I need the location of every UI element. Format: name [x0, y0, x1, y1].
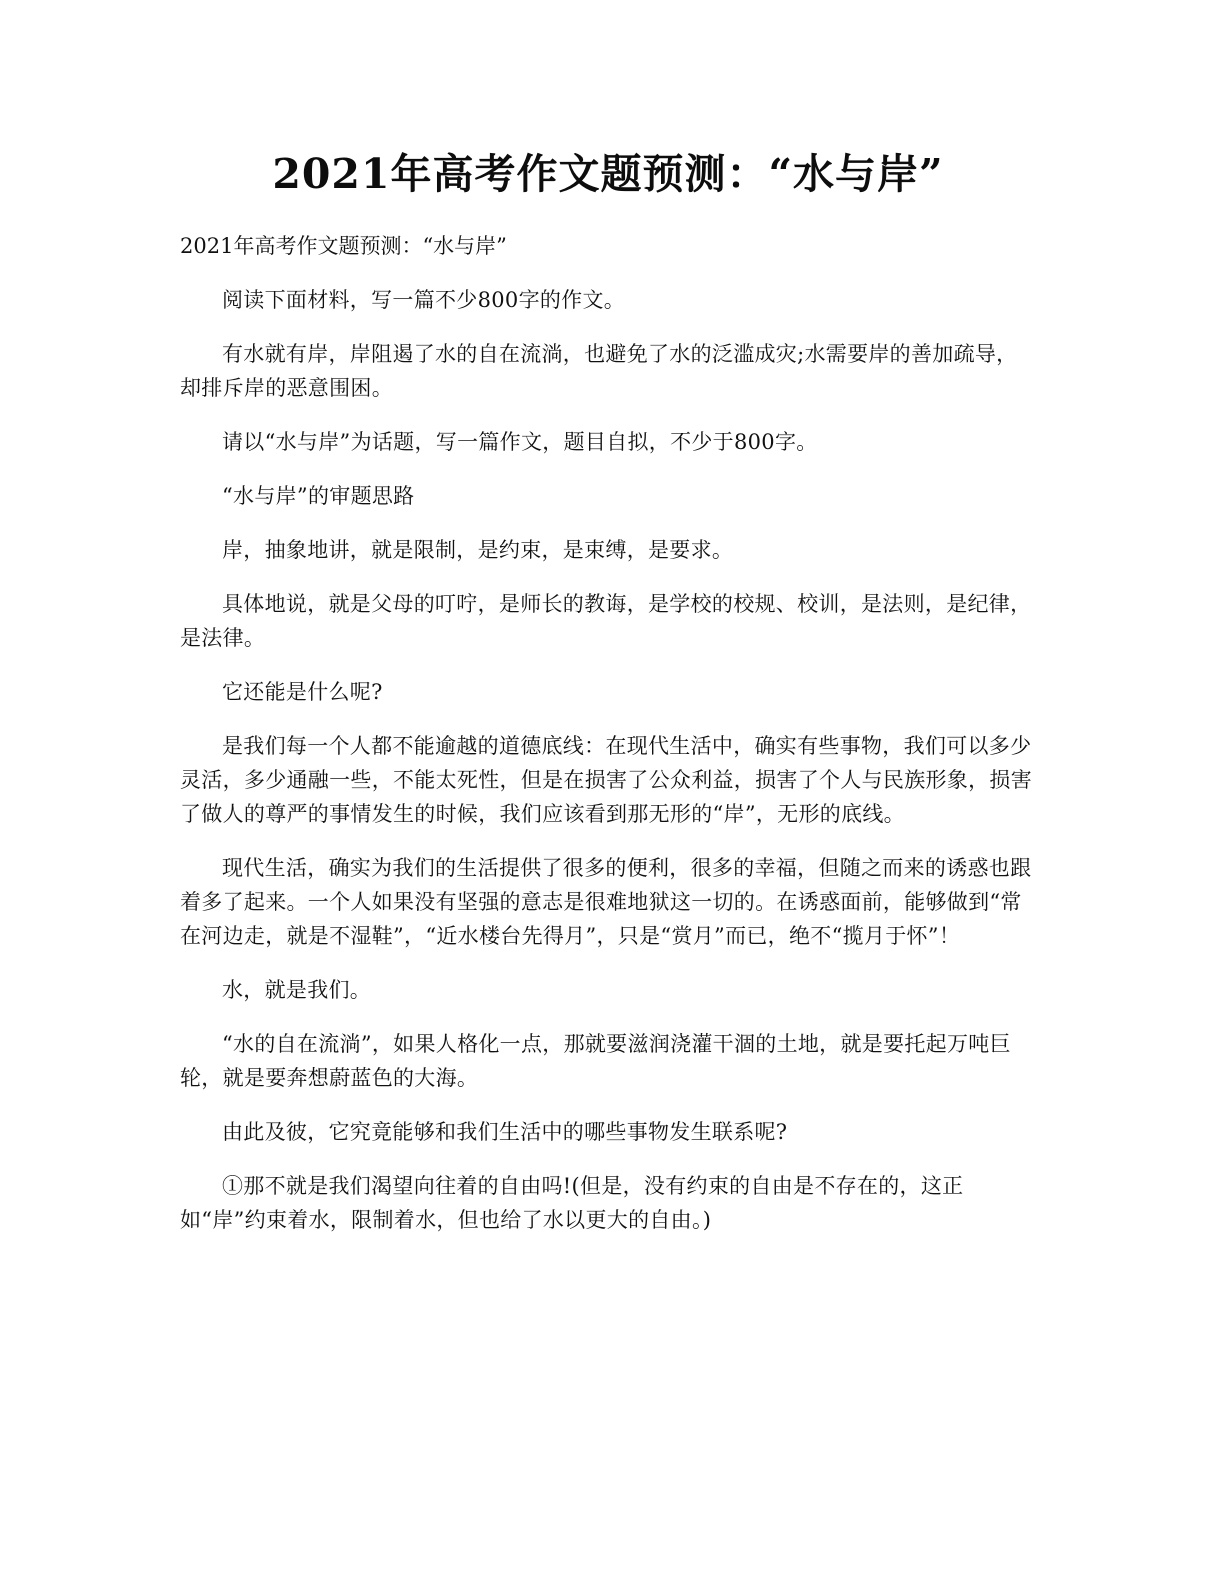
paragraph-3: 请以“水与岸”为话题，写一篇作文，题目自拟，不少于800字。: [222, 430, 818, 454]
paragraph-13: ①那不就是我们渴望向往着的自由吗!(但是，没有约束的自由是不存在的，这正如“岸”约束着水，限制着水，但也给了水以更大的自由。): [180, 1174, 964, 1232]
paragraph-9: 现代生活，确实为我们的生活提供了很多的便利，很多的幸福，但随之而来的诱惑也跟着多了起来。一个人如果没有坚强的意志是很难地狱这一切的。在诱惑面前，能够做到“常在河边走，就是不湿鞋”，“近水楼台先得月”，只是“赏月”而已，绝不“揽月于怀”！: [180, 856, 1032, 948]
paragraph-8: 是我们每一个人都不能逾越的道德底线：在现代生活中，确实有些事物，我们可以多少灵活，多少通融一些，不能太死性，但是在损害了公众利益，损害了个人与民族形象，损害了做人的尊严的事情发生的时候，我们应该看到那无形的“岸”，无形的底线。: [180, 734, 1032, 826]
paragraph-5: 岸，抽象地讲，就是限制，是约束，是束缚，是要求。: [222, 538, 734, 562]
paragraph-7: 它还能是什么呢?: [222, 680, 383, 704]
paragraph-1: 阅读下面材料，写一篇不少800字的作文。: [222, 288, 626, 312]
paragraph-11: “水的自在流淌”，如果人格化一点，那就要滋润浇灌干涸的土地，就是要托起万吨巨轮，就是要奔想蔚蓝色的大海。: [180, 1032, 1011, 1090]
paragraph-6: 具体地说，就是父母的叮咛，是师长的教诲，是学校的校规、校训，是法则，是纪律，是法律。: [180, 592, 1032, 650]
document-subtitle: 2021年高考作文题预测：“水与岸”: [180, 234, 507, 258]
paragraph-12: 由此及彼，它究竟能够和我们生活中的哪些事物发生联系呢?: [222, 1120, 788, 1144]
paragraph-4: “水与岸”的审题思路: [222, 484, 415, 508]
document-title: 2021年高考作文题预测：“水与岸”: [272, 150, 944, 198]
paragraph-10: 水，就是我们。: [222, 978, 372, 1002]
paragraph-2: 有水就有岸，岸阻遏了水的自在流淌，也避免了水的泛滥成灾;水需要岸的善加疏导，却排斥岸的恶意围困。: [180, 342, 1018, 400]
